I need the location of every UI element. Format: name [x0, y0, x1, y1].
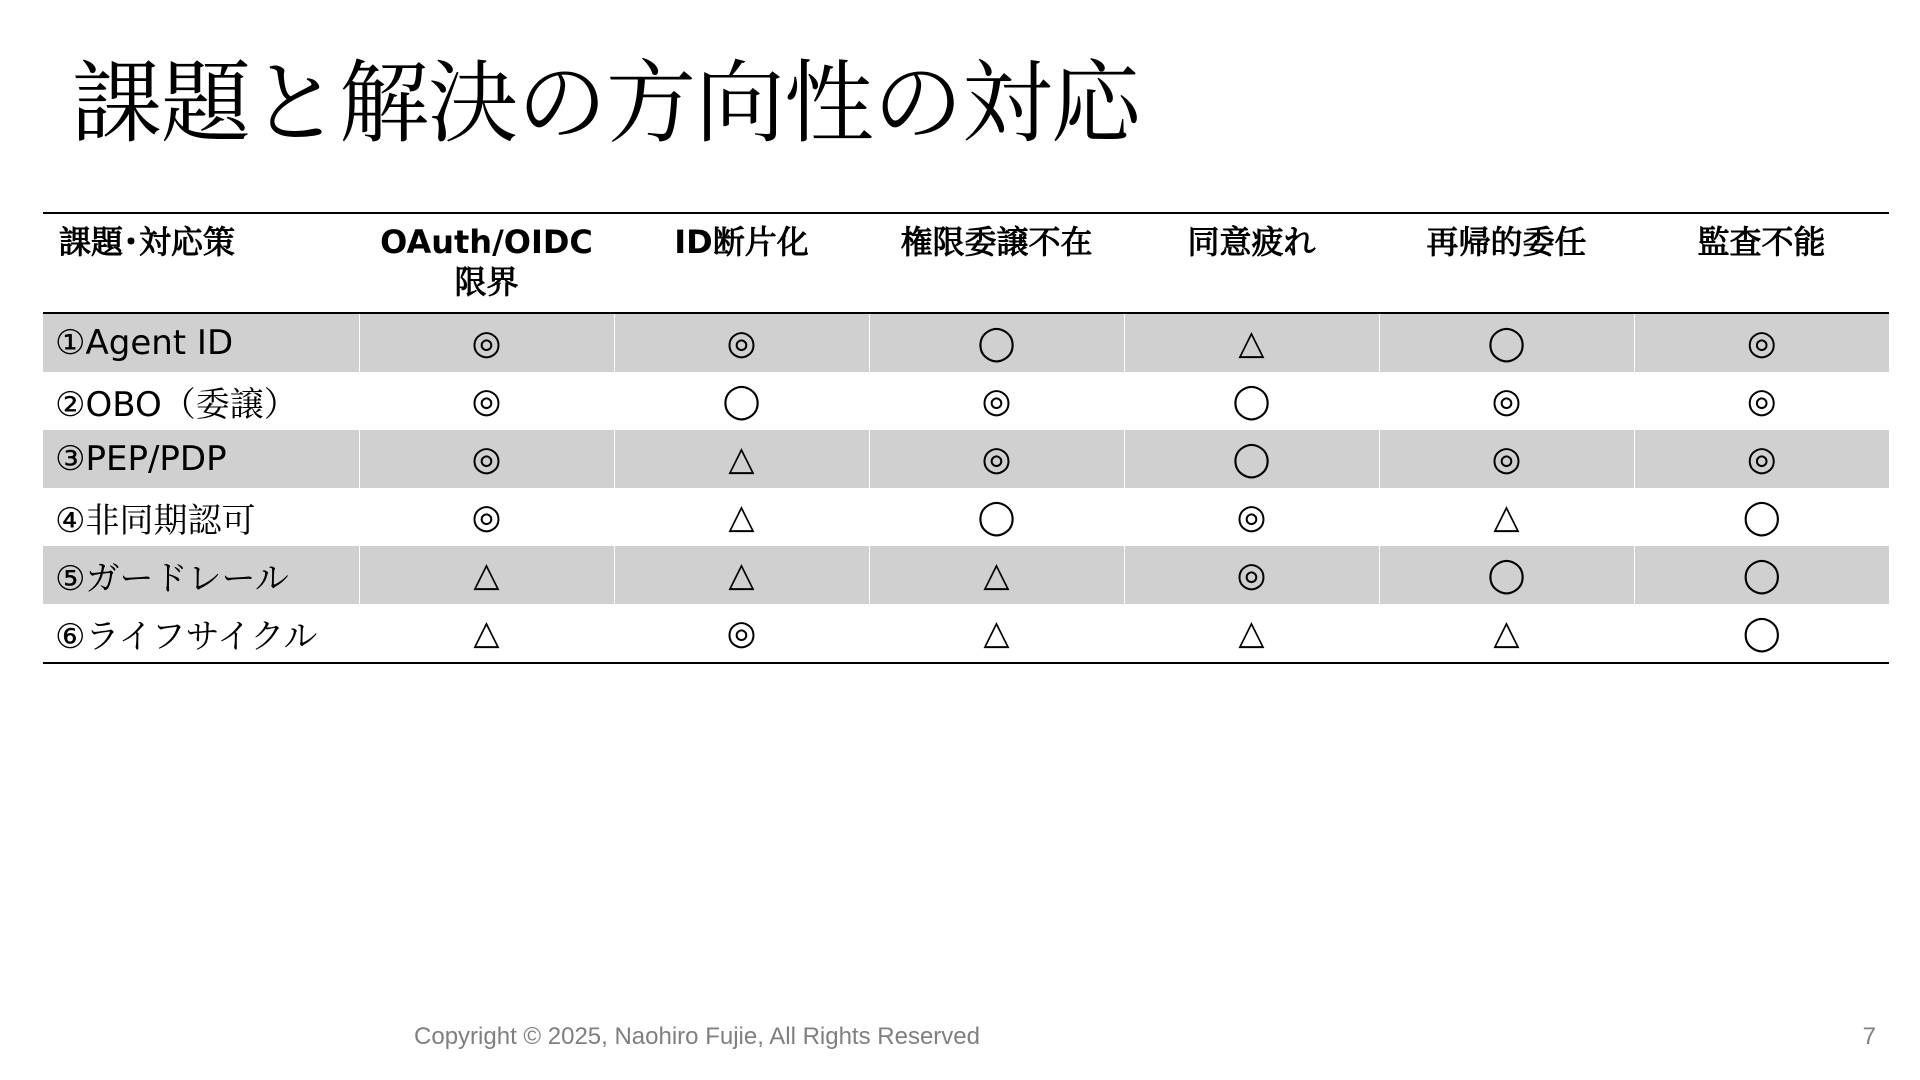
table-row — [43, 546, 1889, 604]
rating-cell — [1634, 313, 1889, 372]
rating-cell — [1124, 488, 1379, 546]
rating-cell — [614, 604, 869, 663]
rating-cell — [1124, 372, 1379, 430]
rating-cell — [359, 372, 614, 430]
rating-cell — [614, 313, 869, 372]
rating-mark: △ — [728, 497, 755, 537]
rating-mark: △ — [1238, 613, 1265, 653]
rating-mark: ◎ — [471, 497, 502, 537]
rating-cell — [869, 488, 1124, 546]
table-row — [43, 430, 1889, 488]
rating-cell — [614, 372, 869, 430]
rating-mark: △ — [983, 555, 1010, 595]
rating-cell — [614, 488, 869, 546]
rating-mark: △ — [473, 555, 500, 595]
rating-cell — [869, 604, 1124, 663]
row-label: ①Agent ID — [43, 313, 359, 372]
header-label: 再帰的委任 — [1426, 223, 1587, 261]
rating-cell — [1379, 372, 1634, 430]
rating-mark: ◯ — [1487, 323, 1526, 363]
rating-mark: ◯ — [1487, 555, 1526, 595]
rating-cell — [359, 604, 614, 663]
rating-cell — [359, 488, 614, 546]
rating-cell — [614, 546, 869, 604]
header-consent-fatigue — [1124, 213, 1379, 313]
rating-cell — [1634, 604, 1889, 663]
rating-cell — [869, 430, 1124, 488]
rating-mark: △ — [983, 613, 1010, 653]
rating-cell — [1634, 488, 1889, 546]
rating-cell — [1379, 604, 1634, 663]
header-label: 権限委譲不在 — [900, 223, 1093, 261]
table-row — [43, 604, 1889, 663]
header-label: 同意疲れ — [1187, 223, 1316, 261]
table-row — [43, 372, 1889, 430]
header-label: ID断片化 — [674, 223, 809, 261]
header-label: 監査不能 — [1697, 223, 1826, 261]
rating-mark: ◯ — [977, 497, 1016, 537]
rating-mark: ◎ — [1746, 439, 1777, 479]
table-row — [43, 313, 1889, 372]
slide-title: 課題と解決の方向性の対応 — [72, 51, 1140, 156]
rating-mark: ◯ — [1742, 497, 1781, 537]
rating-mark: ◎ — [1746, 381, 1777, 421]
rating-mark: ◯ — [977, 323, 1016, 363]
rating-mark: ◯ — [1232, 381, 1271, 421]
header-issue-solution — [43, 213, 359, 313]
rating-mark: ◯ — [1742, 613, 1781, 653]
rating-mark: ◎ — [1491, 381, 1522, 421]
rating-cell — [869, 313, 1124, 372]
rating-cell — [359, 313, 614, 372]
header-label-line2: 限界 — [454, 263, 519, 301]
rating-mark: △ — [728, 555, 755, 595]
header-label: 課題･対応策 — [59, 223, 236, 261]
rating-mark: ◎ — [981, 439, 1012, 479]
rating-mark: ◎ — [471, 323, 502, 363]
issue-solution-matrix — [43, 212, 1889, 664]
page-number: 7 — [1862, 1023, 1876, 1050]
header-no-delegation — [869, 213, 1124, 313]
rating-mark: △ — [1493, 497, 1520, 537]
rating-mark: △ — [728, 439, 755, 479]
rating-cell — [1379, 313, 1634, 372]
header-unauditable — [1634, 213, 1889, 313]
rating-mark: ◎ — [726, 323, 757, 363]
rating-cell — [1124, 546, 1379, 604]
rating-cell — [614, 430, 869, 488]
rating-mark: ◯ — [1232, 439, 1271, 479]
footer-copyright: Copyright © 2025, Naohiro Fujie, All Rights Reserved — [414, 1023, 980, 1050]
rating-mark: ◯ — [1742, 555, 1781, 595]
rating-mark: ◎ — [471, 439, 502, 479]
rating-cell — [1634, 430, 1889, 488]
row-label: ⑥ライフサイクル — [43, 604, 359, 663]
rating-mark: ◎ — [981, 381, 1012, 421]
rating-cell — [359, 430, 614, 488]
rating-cell — [1124, 313, 1379, 372]
rating-mark: △ — [1238, 323, 1265, 363]
row-label: ②OBO（委譲） — [55, 384, 298, 425]
rating-mark: △ — [1493, 613, 1520, 653]
rating-cell — [359, 546, 614, 604]
rating-cell — [1634, 546, 1889, 604]
table-header-row — [43, 213, 1889, 313]
rating-mark: ◎ — [1746, 323, 1777, 363]
rating-cell — [1379, 546, 1634, 604]
rating-mark: ◎ — [471, 381, 502, 421]
row-label: ④非同期認可 — [55, 500, 256, 541]
rating-cell — [1124, 430, 1379, 488]
row-label: ⑤ガードレール — [43, 546, 359, 604]
rating-cell — [869, 546, 1124, 604]
rating-mark: ◎ — [1236, 497, 1267, 537]
header-label: OAuth/OIDC — [380, 223, 593, 261]
table-body — [43, 313, 1889, 663]
header-recursive-delegation — [1379, 213, 1634, 313]
header-oauth-oidc-limit — [359, 213, 614, 313]
rating-cell — [1124, 604, 1379, 663]
row-label: ③PEP/PDP — [43, 430, 359, 488]
rating-cell — [1634, 372, 1889, 430]
table-row — [43, 488, 1889, 546]
rating-mark: ◎ — [1491, 439, 1522, 479]
rating-mark: ◎ — [726, 613, 757, 653]
rating-cell — [1379, 430, 1634, 488]
rating-cell — [869, 372, 1124, 430]
rating-mark: △ — [473, 613, 500, 653]
header-id-fragmentation — [614, 213, 869, 313]
rating-cell — [1379, 488, 1634, 546]
rating-mark: ◎ — [1236, 555, 1267, 595]
rating-mark: ◯ — [722, 381, 761, 421]
